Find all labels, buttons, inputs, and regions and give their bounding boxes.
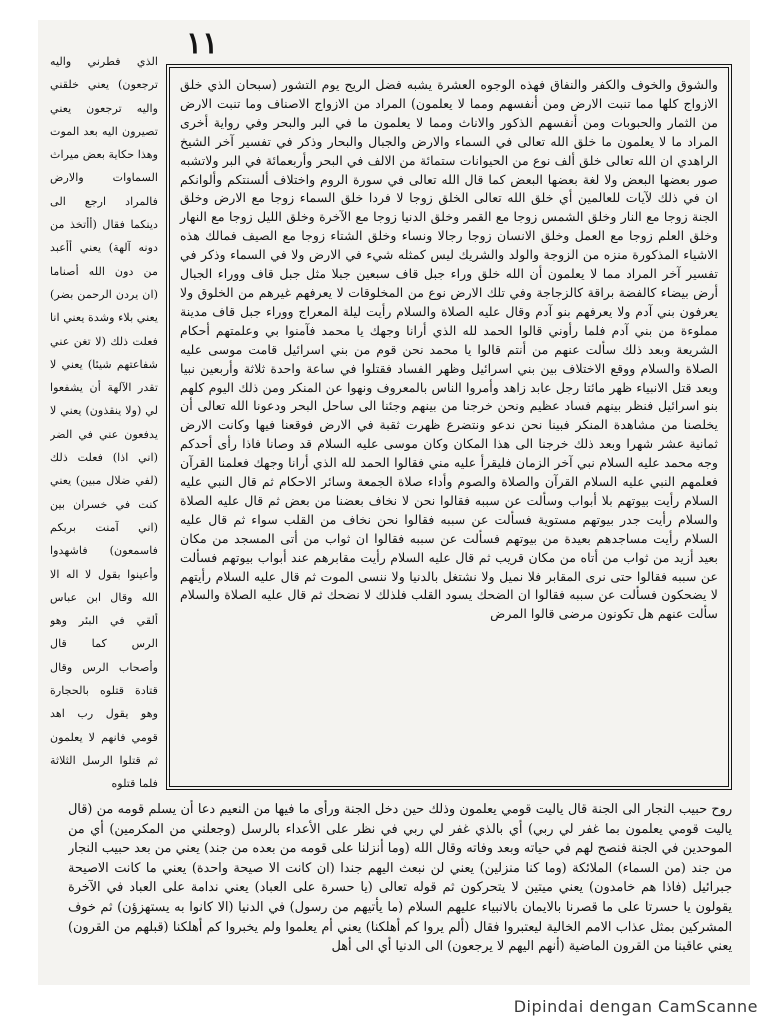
main-text-body: والشوق والخوف والكفر والنفاق فهذه الوجوه العشرة يشبه فضل الريح يوم التشور (سبحان الذي خلق الازواج كلها مما تنبت الارض ومن أنفسهم ومما لا يعلمون) المراد من الازواج الاصناف وما تنبت الارض من الثمار والحبوبات ومن أنفسهم الذكور والاناث ومما لا يعلمون ما في البر والبحر وفي رواية أخرى المراد ما لا يعلمون ما خلق الله تعالى في السماء والارض والجبال والبحار وذكر في تفسير آخر الشيخ الراهدي ان الله تعالى خلق ألف نوع من الحيوانات ستمائة من الالف في البحر وأربعمائة في البر ولاتشبه صور بعضها البعض ولا لغة بعضها البعض كما قال الله تعالى في سورة الروم واختلاف ألسنتكم وألوانكم ان في ذلك لآيات للعالمين أي خلق الله تعالى الخلق زوجا لا فردا خلق السماء زوجا مع الارض وخلق الجنة زوجا مع النار وخلق الشمس زوجا مع القمر وخلق الدنيا زوجا مع الآخرة وخلق الليل زوجا مع النهار وخلق العلم زوجا مع العمل وخلق الانسان زوجا رجالا ونساء وخلق الشتاء زوجا مع الصيف فمالك هذه الاشياء المذكورة منزه من الزوجة والولد والشريك ليس كمثله شيء في الارض ولا في السماء وذكر في تفسير آخر المراد مما لا يعلمون أن الله خلق وراء جبل قاف سبعين جبلا مثل جبل قاف ووراء الجبال أرض بيضاء كالفضة براقة كالزجاجة وفي تلك الارض نوع من المخلوقات لا يعرفهم غيرهم من الخلوق ولا يعرفون بني آدم ولا يعرفهم بنو آدم وقال عليه الصلاة والسلام رأيت ليلة المعراج ووراء جبل قاف مدينة مملوءة من بني آدم فلما رأوني قالوا الحمد لله الذي أرانا وجهك يا محمد فآمنوا بي وعلمتهم أحكام الشريعة وبعد ذلك سألت عنهم من أنتم قالوا يا محمد نحن قوم من بني اسرائيل قامت موسى عليه الصلاة والسلام ووقع الاختلاف بين بني اسرائيل وظهر الفساد فقتلوا في ساعة واحدة ثلاثة وأربعين نبيا وبعد قتل الانبياء ظهر مائتا رجل عابد زاهد وأمروا الناس بالمعروف ونهوا عن المنكر ومن ذلك اليوم كلهم بنو اسرائيل فنظر بينهم فساد عظيم ونحن خرجنا من بينهم وجئنا الى ساحل البحر ودعونا الله تعالى أن يخلصنا من مشاهدة المنكر فبينا نحن ندعو ونتضرع ظهرت ثقبة في الارض فوقعنا فيها وكانت الارض ثمانية عشر شهرا وبعد ذلك خرجنا الى هذا المكان وكان موسى عليه السلام قد وصانا فاذا رأى أحدكم وجه محمد عليه السلام نبي آخر الزمان فليقرأ عليه مني فقالوا الحمد لله الذي أرانا وجهك فعلمنا القرآن فعلمهم النبي عليه السلام القرآن والصلاة والصوم وأداء صلاة الجمعة وسائر الاحكام ثم قال النبي عليه السلام رأيت بيوتهم بلا أبواب وسألت عن سببه فقالوا نحن لا نخاف بعضنا من بعض ثم قال عليه الصلاة والسلام رأيت جدر بيوتهم مستوية فسألت عن سببه فقالوا نحن نخاف من القلب سواء ثم قال عليه السلام رأيت مساجدهم بعيدة من بيوتهم فسألت عن سببه فقالوا ان ثواب من أتى المسجد من مكان بعيد أزيد من ثواب من أتاه من مكان قريب ثم قال عليه السلام رأيت مقابرهم عند أبواب بيوتهم فسألت عن سببه فقالوا حتى نرى المقابر فلا نميل ولا نشتغل بالدنيا ولا ننسى الموت ثم قال عليه السلام رأيتهم لا يضحكون فسألت عن سببه فقالوا ان الضحك يسود القلب فلذلك لا نضحك ثم قال عليه الصلاة والسلام سألت عنهم هل تكونون مرضى قالوا المرض (180, 77, 718, 622)
bottom-text-body: روح حبيب النجار الى الجنة قال ياليت قومي يعلمون وذلك حين دخل الجنة ورأى ما فيها من النعيم دعا أن يسلم قومه من (قال ياليت قومي يعلمون بما غفر لي ربي) أي بالذي غفر لي ربي في نظر على الأعداء بالرسل (وجعلني من المكرمين) أي من الموحدين في الجنة فنصح لهم في حياته وبعد وفاته وقال الله (وما أنزلنا على قومه من بعده من جند) يعني من بعد حبيب النجار من جند (من السماء) الملائكة (وما كنا منزلين) يعني لن نبعث اليهم جندا (ان كانت الا صيحة واحدة) يعني ما كانت الاصيحة جبرائيل (فاذا هم خامدون) يعني ميتين لا يتحركون ثم قوله تعالى (يا حسرة على العباد) يعني ندامة على العباد في الآخرة يقولون يا حسرتا على ما قصرنا بالايمان بالانبياء عليهم السلام (ما يأتيهم من رسول) في الدنيا (الا كانوا به يستهزؤن) ثم خوف المشركين بمثل عذاب الامم الخالية ليعتبروا فقال (ألم يروا كم أهلكنا) يعني أم يعلموا ولم يخبروا كم أهلكنا (قبلهم من القرون) يعني عاقبنا من القرون الماضية (أنهم اليهم لا يرجعون) الى الدنيا أي الى أهل (68, 802, 732, 955)
scanner-watermark: Dipindai dengan CamScanne (513, 997, 758, 1016)
margin-commentary-text: الذي فطرني واليه ترجعون) يعني خلقني واليه ترجعون يعني تصيرون اليه بعد الموت وهذا حكاية بعض ميراث السماوات والارض فالمراد ارجع الى دينكما فقال (أأتخذ من دونه آلهة) يعني أأعبد من دون الله أصناما (ان يردن الرحمن بضر) يعني بلاء وشدة يعني انا فعلت ذلك (لا تغن عني شفاعتهم شيئا) يعني لا تقدر الآلهة أن يشفعوا لي (ولا ينقذون) يعني لا يدفعون عني في الضر (اني اذا) فعلت ذلك (لفي ضلال مبين) يعني كنت في خسران بين (اني آمنت بربكم فاسمعون) فاشهدوا وأعينوا بقول لا اله الا الله وقال ابن عباس ألقي في البئر وهو الرس كما قال وأصحاب الرس وقال قتادة قتلوه بالحجارة وهو يقول رب اهد قومي فانهم لا يعلمون ثم قتلوا الرسل الثلاثة فلما قتلوه (50, 55, 158, 791)
book-page (38, 20, 750, 985)
framed-main-text (166, 64, 732, 790)
margin-commentary (50, 50, 158, 792)
page-number: ١١ (186, 26, 219, 61)
